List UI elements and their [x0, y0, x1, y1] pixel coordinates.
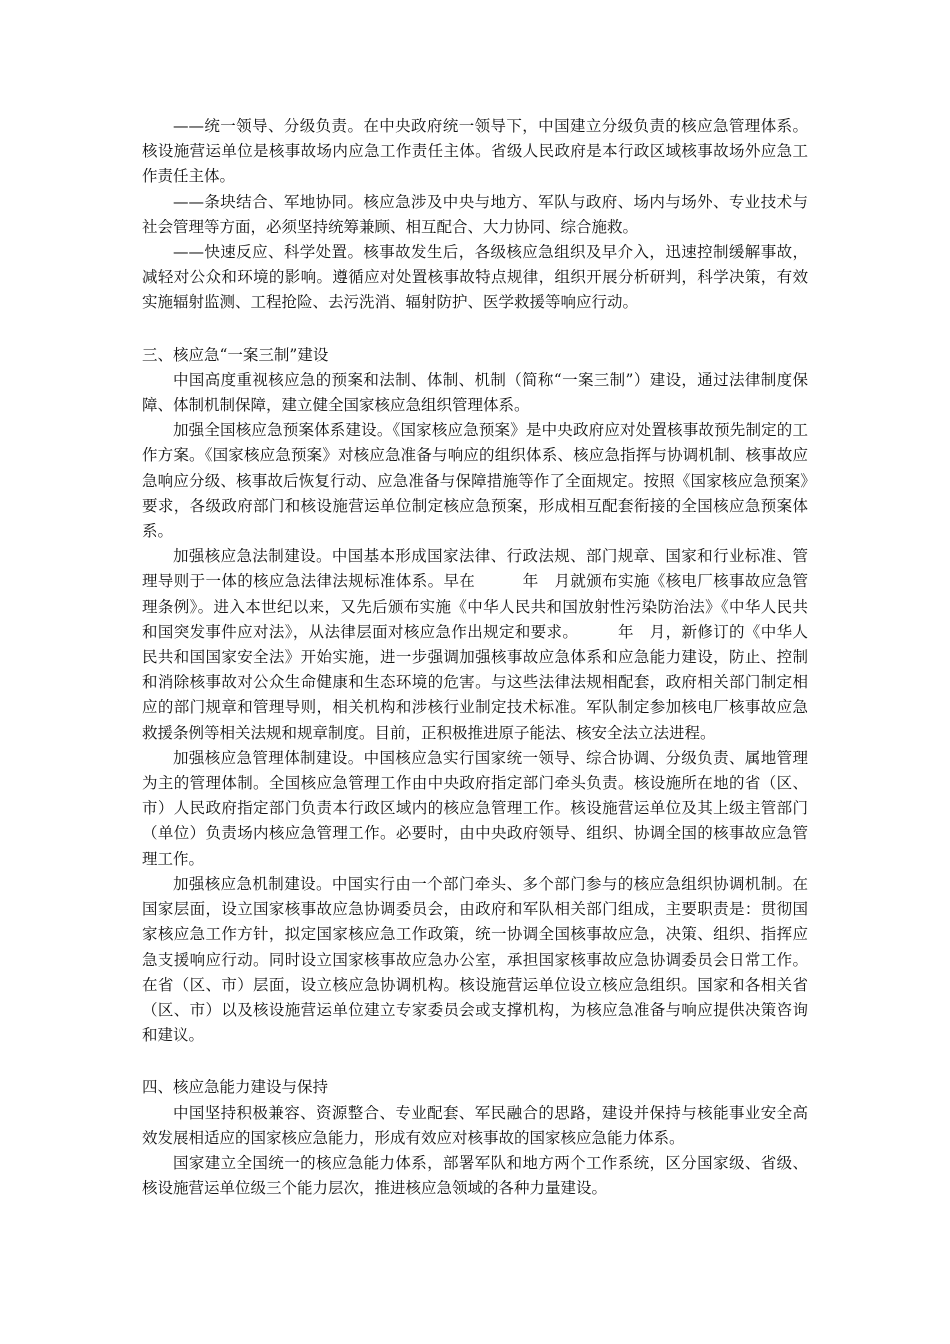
section-heading-3: 三、核应急“一案三制”建设 [142, 345, 329, 364]
section4-capability-paragraph: 国家建立全国统一的核应急能力体系，部署军队和地方两个工作系统，区分国家级、省级、核设施营运单位级三个能力层次，推进核应急领域的各种力量建设。 [142, 1153, 808, 1198]
section3-plan-paragraph: 加强全国核应急预案体系建设。《国家核应急预案》是中央政府应对处置核事故预先制定的工作方案。《国家核应急预案》对核应急准备与响应的组织体系、核应急指挥与协调机制、核事故应急响应分级、核事故后恢复行动、应急准备与保障措施等作了全面规定。按照《国家核应急预案》要求，各级政府部门和核设施营运单位制定核应急预案，形成相互配套衔接的全国核应急预案体系。 [142, 421, 808, 541]
principle-unified-leadership: ——统一领导、分级负责。在中央政府统一领导下，中国建立分级负责的核应急管理体系。核设施营运单位是核事故场内应急工作责任主体。省级人民政府是本行政区域核事故场外应急工作责任主体。 [142, 117, 808, 186]
section3-mechanism-paragraph: 加强核应急机制建设。中国实行由一个部门牵头、多个部门参与的核应急组织协调机制。在国家层面，设立国家核事故应急协调委员会，由政府和军队相关部门组成，主要职责是：贯彻国家核应急工作方针，拟定国家核应急工作政策，统一协调全国核事故应急，决策、组织、指挥应急支援响应行动。同时设立国家核事故应急办公室，承担国家核事故应急协调委员会日常工作。在省（区、市）层面，设立核应急协调机构。核设施营运单位设立核应急组织。国家和各相关省（区、市）以及核设施营运单位建立专家委员会或支撑机构，为核应急准备与响应提供决策咨询和建议。 [142, 874, 808, 1045]
principle-coordination: ——条块结合、军地协同。核应急涉及中央与地方、军队与政府、场内与场外、专业技术与社会管理等方面，必须坚持统筹兼顾、相互配合、大力协同、综合施救。 [142, 192, 808, 236]
section3-legal-paragraph: 加强核应急法制建设。中国基本形成国家法律、行政法规、部门规章、国家和行业标准、管理导则于一体的核应急法律法规标准体系。早在 年 月就颁布实施《核电厂核事故应急管理条例》。进入本世纪以来，又先后颁布实施《中华人民共和国放射性污染防治法》《中华人民共和国突发事件应对法》，从法律层面对核应急作出规定和要求。 年 月，新修订的《中华人民共和国国家安全法》开始实施，进一步强调加强核事故应急体系和应急能力建设，防止、控制和消除核事故对公众生命健康和生态环境的危害。与这些法律法规相配套，政府相关部门制定相应的部门规章和管理导则，相关机构和涉核行业制定技术标准。军队制定参加核电厂核事故应急救援条例等相关法规和规章制度。目前，正积极推进原子能法、核安全法立法进程。 [142, 547, 808, 742]
section3-intro-paragraph: 中国高度重视核应急的预案和法制、体制、机制（简称“一案三制”）建设，通过法律制度保障、体制机制保障，建立健全国家核应急组织管理体系。 [142, 370, 808, 415]
section4-intro-paragraph: 中国坚持积极兼容、资源整合、专业配套、军民融合的思路，建设并保持与核能事业安全高效发展相适应的国家核应急能力，形成有效应对核事故的国家核应急能力体系。 [142, 1103, 808, 1147]
section3-system-paragraph: 加强核应急管理体制建设。中国核应急实行国家统一领导、综合协调、分级负责、属地管理为主的管理体制。全国核应急管理工作由中央政府指定部门牵头负责。核设施所在地的省（区、市）人民政府指定部门负责本行政区域内的核应急管理工作。核设施营运单位及其上级主管部门（单位）负责场内核应急管理工作。必要时，由中央政府领导、组织、协调全国的核事故应急管理工作。 [142, 748, 808, 868]
section-heading-4: 四、核应急能力建设与保持 [142, 1078, 329, 1097]
document-page [142, 114, 808, 1201]
principle-rapid-response: ——快速反应、科学处置。核事故发生后，各级核应急组织及早介入，迅速控制缓解事故，减轻对公众和环境的影响。遵循应对处置核事故特点规律，组织开展分析研判，科学决策，有效实施辐射监测、工程抢险、去污洗消、辐射防护、医学救援等响应行动。 [142, 243, 808, 312]
